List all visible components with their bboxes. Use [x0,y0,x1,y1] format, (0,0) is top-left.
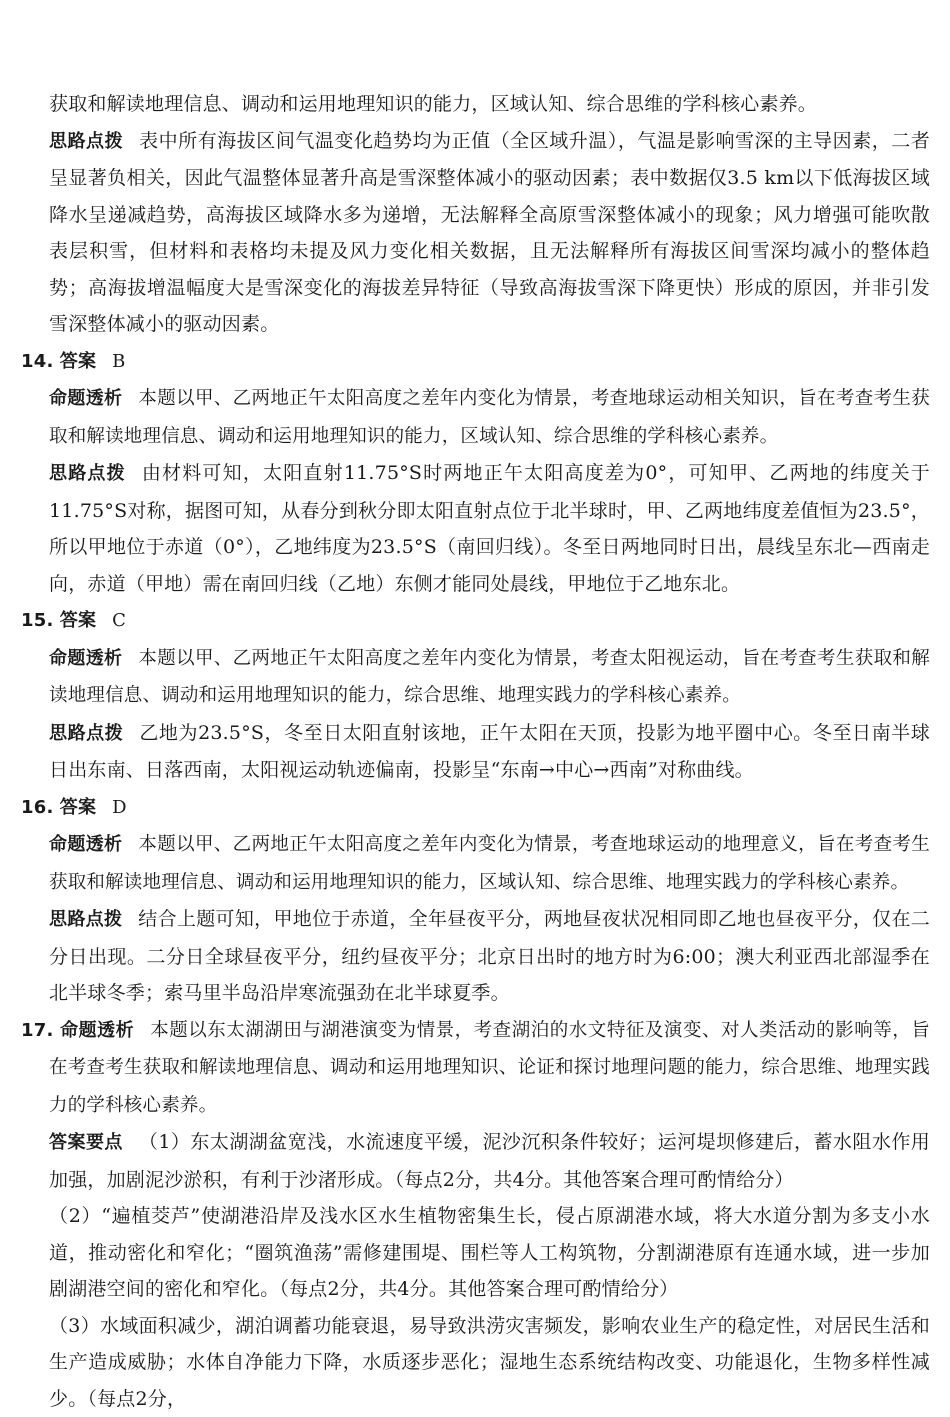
q13-intent-continuation: 获取和解读地理信息、调动和运用地理知识的能力，区域认知、综合思维的学科核心素养。 [21,86,930,123]
analysis-text: 乙地为23.5°S，冬至日太阳直射该地，正午太阳在天顶，投影为地平圈中心。冬至日南半球日出东南、日落西南，太阳视运动轨迹偏南，投影呈“东南→中心→西南”对称曲线。 [49,722,930,782]
q14-intent [21,380,930,455]
intent-label: 命题透析 [49,648,122,669]
question-number: 17. [21,1020,54,1041]
question-number: 16. [21,797,54,818]
answer-label: 答案 [60,797,96,818]
intent-label: 命题透析 [49,834,122,855]
analysis-text: 表中所有海拔区间气温变化趋势均为正值（全区域升温），气温是影响雪深的主导因素，二者呈显著负相关，因此气温整体显著升高是雪深整体减小的驱动因素；表中数据仅3.5 km以下低海拔区域降水呈递减趋势，高海拔区域降水多为递增，无法解释全高原雪深整体减小的现象；风力增强可能吹散表层积雪，但材料和表格均未提及风力变化相关数据，且无法解释所有海拔区间雪深均减小的整体趋势；高海拔增温幅度大是雪深变化的海拔差异特征（导致高海拔雪深下降更快）形成的原因，并非引发雪深整体减小的驱动因素。 [49,130,930,336]
q13-analysis [21,123,930,343]
q15-analysis [21,715,930,789]
answer-label: 答案 [60,610,96,631]
q16-intent [21,826,930,901]
answer-value: D [112,797,127,818]
q17-intent [21,1012,930,1125]
intent-label: 命题透析 [49,388,122,409]
intent-text: 本题以甲、乙两地正午太阳高度之差年内变化为情景，考查地球运动相关知识，旨在考查考生获取和解读地理信息、调动和运用地理知识的能力，区域认知、综合思维的学科核心素养。 [49,388,930,447]
analysis-label: 思路点拨 [49,909,122,930]
answer-point-text: （1）东太湖湖盆宽浅，水流速度平缓，泥沙沉积条件较好；运河堤坝修建后，蓄水阻水作用加强，加剧泥沙淤积，有利于沙渚形成。（每点2分，共4分。其他答案合理可酌情给分） [49,1131,930,1191]
analysis-label: 思路点拨 [49,463,126,484]
answer-points-label: 答案要点 [49,1132,123,1153]
q14-analysis [21,455,930,602]
q17-answer-point-2: （2）“遍植茭芦”使湖港沿岸及浅水区水生植物密集生长，侵占原湖港水域，将大水道分割为多支小水道，推动密化和窄化；“圈筑渔荡”需修建围堤、围栏等人工构筑物，分割湖港原有连通水域，进一步加剧湖港空间的密化和窄化。（每点2分，共4分。其他答案合理可酌情给分） [21,1198,930,1308]
q16-analysis [21,901,930,1012]
q15-answer [21,602,930,640]
q17-answer-point-3: （3）水域面积减少，湖泊调蓄功能衰退，易导致洪涝灾害频发，影响农业生产的稳定性，对居民生活和生产造成威胁；水体自净能力下降，水质逐步恶化；湿地生态系统结构改变、功能退化，生物多样性减少。（每点2分， [21,1308,930,1417]
analysis-text: 由材料可知，太阳直射11.75°S时两地正午太阳高度差为0°，可知甲、乙两地的纬度关于11.75°S对称，据图可知，从春分到秋分即太阳直射点位于北半球时，甲、乙两地纬度差值恒为23.5°，所以甲地位于赤道（0°），乙地纬度为23.5°S（南回归线）。冬至日两地同时日出，晨线呈东北—西南走向，赤道（甲地）需在南回归线（乙地）东侧才能同处晨线，甲地位于乙地东北。 [49,462,930,595]
answer-value: B [112,351,125,372]
question-number: 15. [21,610,54,631]
intent-text: 本题以东太湖湖田与湖港演变为情景，考查湖泊的水文特征及演变、对人类活动的影响等，旨在考查考生获取和解读地理信息、调动和运用地理知识、论证和探讨地理问题的能力，综合思维、地理实践力的学科核心素养。 [49,1020,930,1116]
q15-intent [21,640,930,715]
answer-label: 答案 [60,351,96,372]
intent-text: 本题以甲、乙两地正午太阳高度之差年内变化为情景，考查地球运动的地理意义，旨在考查考生获取和解读地理信息、调动和运用地理知识的能力，区域认知、综合思维、地理实践力的学科核心素养。 [49,834,930,893]
question-number: 14. [21,351,54,372]
q16-answer [21,789,930,827]
intent-label: 命题透析 [60,1020,134,1041]
analysis-label: 思路点拨 [49,723,123,744]
intent-text: 本题以甲、乙两地正午太阳高度之差年内变化为情景，考查太阳视运动，旨在考查考生获取和解读地理信息、调动和运用地理知识的能力，综合思维、地理实践力的学科核心素养。 [49,648,930,707]
q17-answer-point-1 [21,1124,930,1198]
answer-value: C [112,610,126,631]
analysis-label: 思路点拨 [49,131,123,152]
analysis-text: 结合上题可知，甲地位于赤道，全年昼夜平分，两地昼夜状况相同即乙地也昼夜平分，仅在二分日出现。二分日全球昼夜平分，纽约昼夜平分；北京日出时的地方时为6:00；澳大利亚西北部湿季在北半球冬季；索马里半岛沿岸寒流强劲在北半球夏季。 [49,908,930,1004]
q14-answer [21,343,930,381]
